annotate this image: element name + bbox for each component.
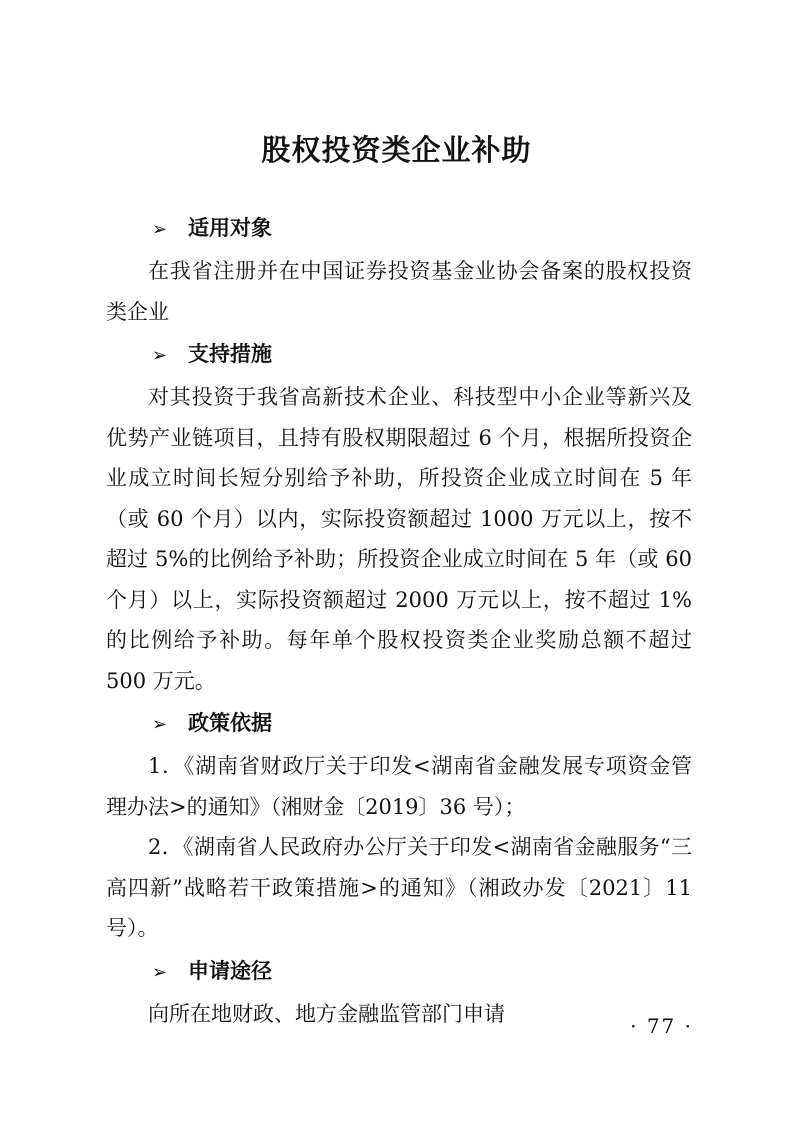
paragraph: 对其投资于我省高新技术企业、科技型中小企业等新兴及优势产业链项目，且持有股权期限超过 6 个月，根据所投资企业成立时间长短分别给予补助，所投资企业成立时间在 5 年（或 60 个月）以内，实际投资额超过 1000 万元以上，按不超过 5%的比例给予补助；所投资企业成立时间在 5 年（或 60 个月）以上，实际投资额超过 2000 万元以上，按不超过 1%的比例给予补助。每年单个股权投资类企业奖励总额不超过 500 万元。: [106, 385, 692, 693]
page-title: 股权投资类企业补助: [261, 133, 532, 167]
section-heading-label: 适用对象: [188, 216, 272, 240]
document-body: [106, 206, 692, 1034]
section-heading-basis: [106, 701, 692, 746]
section-heading-target: [106, 206, 692, 251]
paragraph: 在我省注册并在中国证券投资基金业协会备案的股权投资类企业: [106, 259, 692, 324]
arrow-right-icon: ➢: [152, 714, 168, 735]
section-heading-application: [106, 949, 692, 994]
arrow-right-icon: ➢: [152, 219, 168, 240]
arrow-right-icon: ➢: [152, 345, 168, 366]
paragraph: 2．《湖南省人民政府办公厅关于印发<湖南省金融服务“三高四新”战略若干政策措施>的通知》（湘政办发〔2021〕11 号）。: [106, 835, 692, 940]
paragraph: 向所在地财政、地方金融监管部门申请: [148, 1001, 505, 1026]
page-number: · 77 ·: [630, 1014, 693, 1038]
arrow-right-icon: ➢: [152, 961, 168, 983]
section-heading-label: 政策依据: [188, 711, 272, 735]
paragraph: 1．《湖南省财政厅关于印发<湖南省金融发展专项资金管理办法>的通知》（湘财金〔2019〕36 号）；: [106, 754, 692, 819]
section-heading-label: 申请途径: [188, 958, 272, 983]
section-heading-label: 支持措施: [188, 342, 272, 366]
section-heading-measures: [106, 332, 692, 377]
